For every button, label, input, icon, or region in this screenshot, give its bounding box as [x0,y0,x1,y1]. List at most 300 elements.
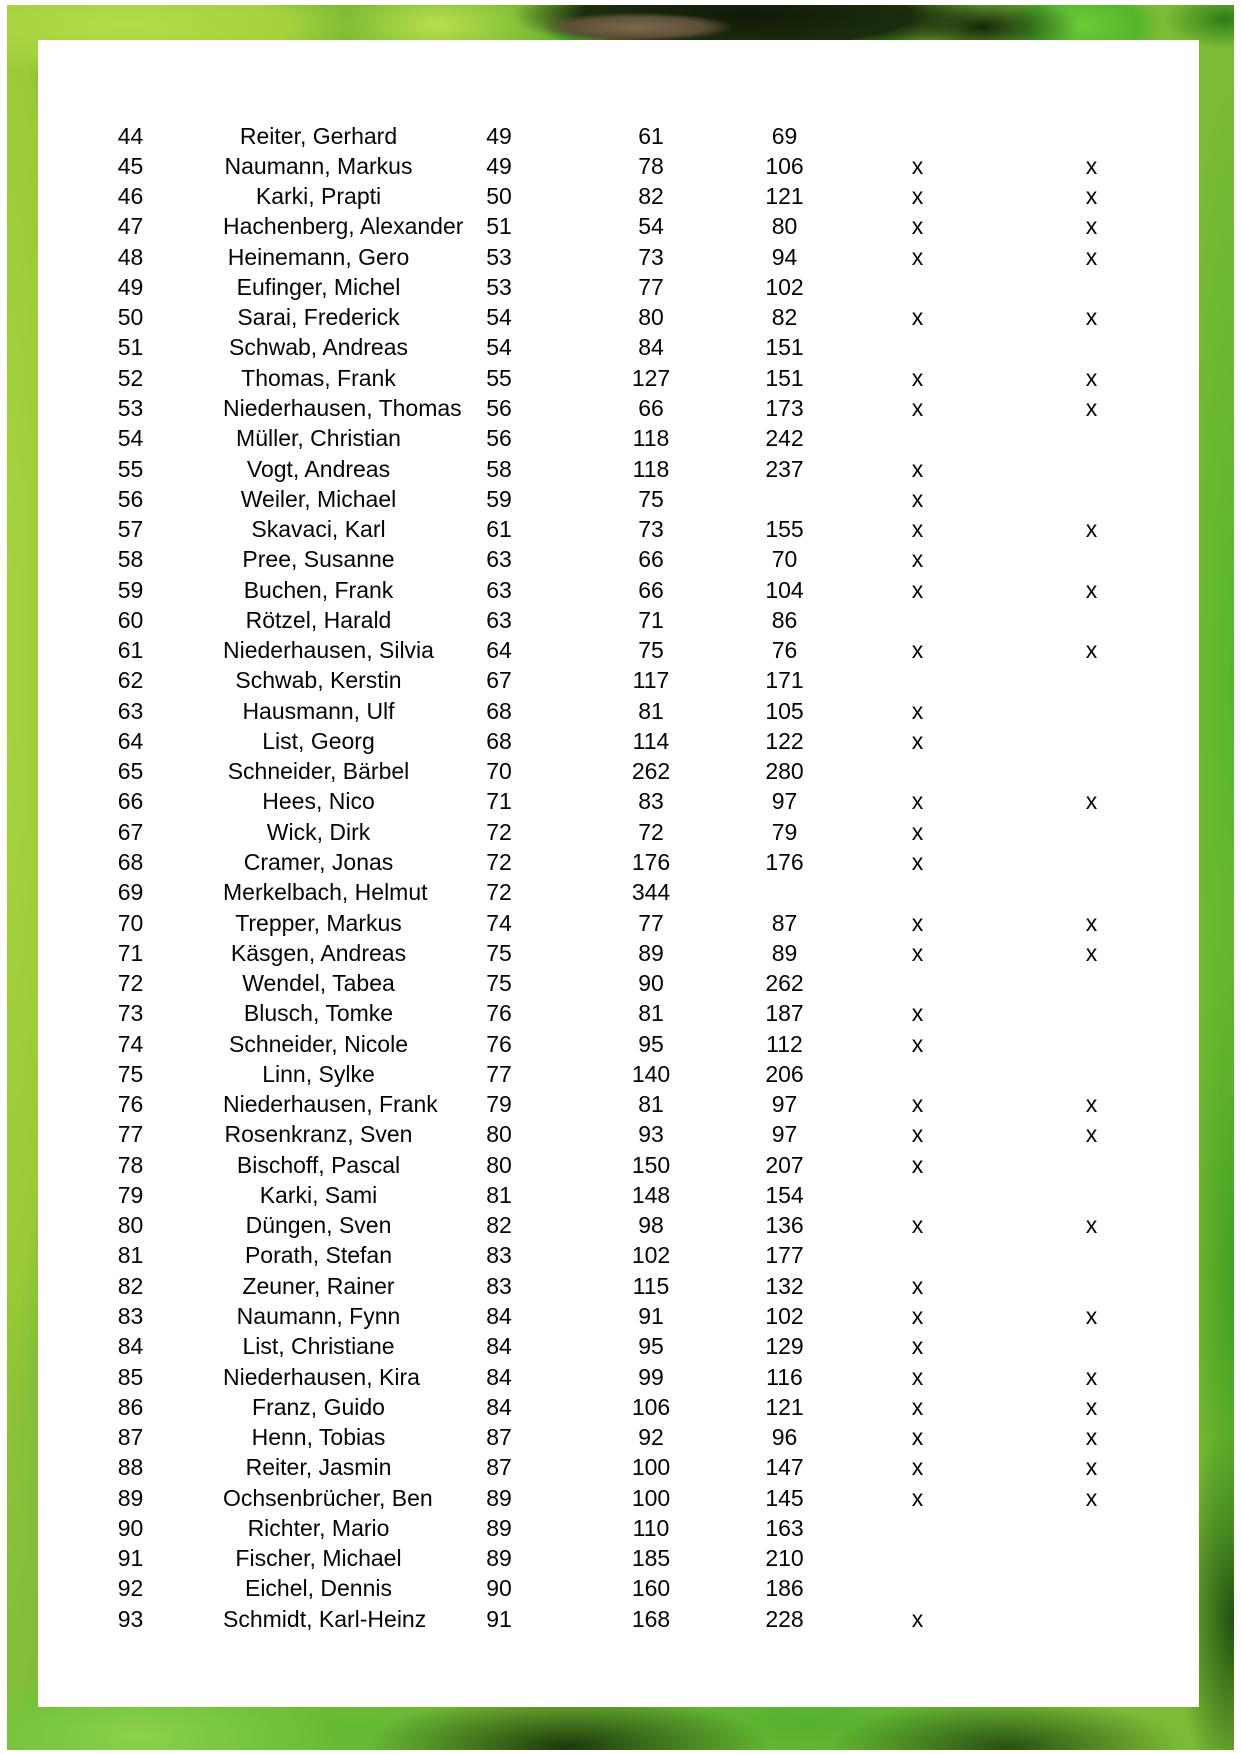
cell-mark-1: x [911,485,924,512]
table-row [38,1120,1199,1150]
table-row [38,363,1199,393]
cell-name: Käsgen, Andreas [230,939,407,966]
cell-rank: 52 [117,364,144,391]
cell-mark-2: x [1085,1454,1098,1481]
table-row [38,666,1199,696]
table-row [38,1271,1199,1301]
cell-value-1: 51 [486,213,512,240]
cell-mark-1: x [911,455,924,482]
cell-name: Weiler, Michael [240,485,397,512]
cell-mark-1: x [911,1363,924,1390]
cell-value-2: 90 [638,970,664,997]
cell-value-1: 63 [486,606,512,633]
table-row [38,1150,1199,1180]
cell-value-3: 97 [771,1121,798,1148]
table-row [38,817,1199,847]
document-page [38,40,1199,1707]
cell-rank: 50 [117,304,144,331]
cell-value-2: 100 [631,1484,671,1511]
cell-name: Karki, Sami [259,1181,378,1208]
cell-value-3: 186 [765,1575,804,1602]
cell-rank: 93 [117,1605,144,1632]
cell-value-2: 73 [638,243,664,270]
cell-value-1: 68 [486,727,512,754]
cell-mark-1: x [911,243,924,270]
cell-value-3: 228 [765,1605,804,1632]
cell-name: Reiter, Jasmin [245,1454,392,1481]
cell-mark-2: x [1085,1212,1098,1239]
cell-rank: 78 [117,1151,144,1178]
cell-name: List, Georg [262,727,375,754]
cell-value-1: 80 [486,1151,512,1178]
cell-value-1: 53 [486,273,512,300]
cell-value-2: 148 [631,1181,671,1208]
table-row [38,1543,1199,1573]
cell-value-3: 102 [765,1302,804,1329]
cell-name: Linn, Sylke [262,1060,375,1087]
cell-name: Richter, Mario [247,1514,390,1541]
cell-rank: 91 [117,1545,144,1572]
cell-value-1: 49 [486,152,512,179]
cell-value-2: 71 [638,606,664,633]
cell-value-3: 102 [765,273,804,300]
cell-value-2: 176 [631,849,671,875]
cell-value-3: 86 [771,606,798,633]
cell-name: Niederhausen, Thomas [223,395,462,422]
cell-value-1: 84 [486,1363,512,1390]
cell-value-2: 72 [638,818,664,845]
cell-value-2: 95 [638,1333,664,1360]
cell-value-3: 210 [765,1545,804,1572]
cell-rank: 69 [117,879,144,906]
cell-value-2: 140 [631,1060,671,1087]
table-row [38,242,1199,272]
cell-rank: 68 [117,849,144,875]
cell-value-1: 79 [486,1091,512,1118]
table-row [38,999,1199,1029]
cell-mark-1: x [911,788,924,815]
cell-rank: 46 [117,183,144,210]
cell-rank: 63 [117,697,144,724]
cell-mark-1: x [911,1454,924,1481]
cell-value-1: 90 [486,1575,512,1602]
cell-value-1: 54 [486,334,512,361]
cell-mark-1: x [911,576,924,603]
cell-value-1: 80 [486,1121,512,1148]
cell-value-3: 121 [765,1393,804,1420]
cell-mark-1: x [911,1212,924,1239]
cell-value-3: 242 [765,425,804,452]
cell-value-3: 96 [771,1424,798,1451]
cell-value-2: 118 [632,425,670,452]
cell-name: Franz, Guido [252,1393,385,1420]
cell-mark-1: x [911,152,924,179]
cell-rank: 66 [117,788,144,815]
cell-name: Müller, Christian [236,425,401,452]
cell-value-3: 171 [765,667,804,694]
cell-value-1: 71 [486,788,512,815]
cell-rank: 60 [117,606,144,633]
cell-name: Heinemann, Gero [227,243,410,270]
cell-value-3: 176 [765,849,804,875]
cell-mark-1: x [911,1121,924,1148]
cell-value-1: 87 [486,1424,512,1451]
cell-value-1: 81 [486,1181,512,1208]
cell-value-3: 105 [765,697,804,724]
cell-mark-2: x [1085,576,1098,603]
cell-mark-1: x [911,849,924,875]
cell-value-3: 154 [765,1181,804,1208]
table-row [38,847,1199,877]
cell-value-3: 97 [771,788,798,815]
table-row [38,393,1199,423]
cell-rank: 47 [117,213,144,240]
cell-value-2: 99 [638,1363,664,1390]
cell-mark-1: x [911,1000,924,1027]
cell-mark-2: x [1085,1484,1098,1511]
cell-mark-1: x [911,364,924,391]
cell-mark-1: x [911,909,924,936]
cell-value-2: 127 [631,364,671,391]
cell-name: Wendel, Tabea [242,970,395,997]
cell-value-1: 63 [486,576,512,603]
cell-value-3: 237 [765,455,804,482]
table-row [38,787,1199,817]
cell-name: Henn, Tobias [251,1424,386,1451]
cell-mark-2: x [1085,516,1098,543]
table-row [38,182,1199,212]
cell-name: Naumann, Fynn [236,1302,401,1329]
cell-mark-1: x [911,395,924,422]
cell-mark-2: x [1085,637,1098,664]
cell-value-2: 117 [632,667,670,694]
cell-rank: 45 [117,152,144,179]
cell-name: Zeuner, Rainer [242,1272,395,1299]
table-row [38,424,1199,454]
cell-mark-1: x [911,1030,924,1057]
cell-rank: 77 [117,1121,144,1148]
cell-value-2: 73 [638,516,664,543]
cell-value-2: 344 [631,879,671,906]
cell-value-1: 64 [486,637,512,664]
cell-value-1: 84 [486,1302,512,1329]
table-row [38,605,1199,635]
cell-value-3: 79 [771,818,798,845]
cell-value-3: 94 [771,243,798,270]
cell-value-2: 95 [638,1030,664,1057]
cell-mark-1: x [911,183,924,210]
cell-rank: 79 [117,1181,144,1208]
cell-value-2: 75 [638,637,664,664]
table-row [38,968,1199,998]
cell-rank: 51 [117,334,144,361]
cell-mark-2: x [1085,152,1098,179]
cell-name: Schmidt, Karl-Heinz [223,1605,427,1632]
cell-name: Blusch, Tomke [243,1000,394,1027]
table-row [38,1422,1199,1452]
cell-rank: 54 [117,425,144,452]
cell-mark-1: x [911,1302,924,1329]
cell-value-3: 112 [766,1030,803,1057]
cell-rank: 62 [117,667,144,694]
cell-value-1: 58 [486,455,512,482]
cell-value-1: 74 [486,909,512,936]
cell-rank: 58 [117,546,144,573]
cell-value-2: 54 [638,213,664,240]
cell-value-1: 89 [486,1514,512,1541]
cell-rank: 84 [117,1333,144,1360]
cell-mark-2: x [1085,1121,1098,1148]
cell-name: Niederhausen, Frank [223,1091,438,1118]
cell-value-2: 81 [638,1000,664,1027]
cell-rank: 44 [117,122,144,149]
cell-mark-1: x [911,818,924,845]
cell-value-2: 92 [638,1424,664,1451]
cell-rank: 80 [117,1212,144,1239]
cell-name: Merkelbach, Helmut [223,879,428,906]
table-row [38,908,1199,938]
cell-value-3: 207 [765,1151,804,1178]
table-row [38,333,1199,363]
cell-rank: 89 [117,1484,144,1511]
table-row [38,303,1199,333]
cell-rank: 81 [117,1242,144,1269]
cell-value-1: 72 [486,818,512,845]
cell-mark-1: x [911,213,924,240]
table-row [38,1029,1199,1059]
cell-name: List, Christiane [242,1333,395,1360]
cell-value-3: 155 [765,516,804,543]
cell-name: Naumann, Markus [224,152,413,179]
table-row [38,1574,1199,1604]
cell-value-2: 78 [638,152,664,179]
cell-value-3: 104 [765,576,804,603]
cell-mark-1: x [911,727,924,754]
cell-value-3: 151 [765,364,804,391]
table-row [38,757,1199,787]
cell-value-2: 81 [638,1091,664,1118]
cell-value-2: 168 [631,1605,671,1632]
cell-name: Düngen, Sven [245,1212,392,1239]
table-row [38,726,1199,756]
cell-value-1: 67 [486,667,512,694]
table-row [38,878,1199,908]
cell-name: Trepper, Markus [235,909,402,936]
cell-value-2: 83 [638,788,664,815]
cell-value-1: 76 [486,1030,512,1057]
cell-mark-2: x [1085,939,1098,966]
cell-value-3: 145 [765,1484,804,1511]
table-row [38,272,1199,302]
cell-value-2: 84 [638,334,664,361]
cell-value-1: 54 [486,304,512,331]
cell-mark-2: x [1085,243,1098,270]
cell-rank: 57 [117,516,144,543]
cell-value-2: 77 [638,909,664,936]
cell-value-1: 49 [486,122,512,149]
table-row [38,575,1199,605]
cell-value-2: 114 [632,727,670,754]
cell-value-1: 63 [486,546,512,573]
table-row [38,1483,1199,1513]
cell-mark-2: x [1085,1393,1098,1420]
cell-value-3: 280 [765,758,804,785]
cell-value-1: 50 [486,183,512,210]
cell-value-3: 187 [765,1000,804,1027]
cell-mark-1: x [911,697,924,724]
cell-mark-1: x [911,637,924,664]
cell-mark-1: x [911,939,924,966]
cell-rank: 67 [117,818,144,845]
cell-rank: 70 [117,909,144,936]
cell-value-3: 132 [765,1272,804,1299]
cell-rank: 53 [117,395,144,422]
cell-rank: 76 [117,1091,144,1118]
cell-value-1: 77 [486,1060,512,1087]
cell-value-3: 177 [765,1242,804,1269]
table-row [38,212,1199,242]
cell-value-3: 106 [765,152,804,179]
cell-name: Sarai, Frederick [237,304,400,331]
table-row [38,514,1199,544]
cell-value-2: 160 [631,1575,671,1602]
cell-value-1: 75 [486,939,512,966]
cell-rank: 86 [117,1393,144,1420]
cell-value-2: 80 [638,304,664,331]
cell-value-2: 110 [632,1514,670,1541]
table-row [38,1059,1199,1089]
cell-value-1: 72 [486,879,512,906]
cell-value-2: 98 [638,1212,664,1239]
cell-value-2: 91 [638,1302,664,1329]
cell-value-3: 70 [771,546,798,573]
cell-rank: 72 [117,970,144,997]
cell-value-1: 72 [486,849,512,875]
cell-mark-2: x [1085,1302,1098,1329]
table-row [38,1211,1199,1241]
cell-value-2: 185 [631,1545,671,1572]
cell-value-1: 70 [486,758,512,785]
cell-value-2: 118 [632,455,670,482]
cell-rank: 75 [117,1060,144,1087]
cell-mark-1: x [911,1424,924,1451]
cell-name: Pree, Susanne [242,546,395,573]
cell-value-1: 83 [486,1272,512,1299]
cell-value-1: 84 [486,1333,512,1360]
cell-value-1: 75 [486,970,512,997]
cell-name: Niederhausen, Silvia [223,637,434,664]
table-row [38,545,1199,575]
cell-name: Fischer, Michael [235,1545,402,1572]
cell-mark-2: x [1085,788,1098,815]
cell-value-1: 76 [486,1000,512,1027]
table-row [38,1392,1199,1422]
cell-value-3: 173 [765,395,804,422]
cell-value-3: 82 [771,304,798,331]
cell-name: Karki, Prapti [255,183,382,210]
cell-rank: 61 [117,637,144,664]
cell-rank: 92 [117,1575,144,1602]
cell-value-1: 82 [486,1212,512,1239]
cell-value-2: 77 [638,273,664,300]
cell-value-3: 147 [765,1454,804,1481]
cell-mark-1: x [911,1333,924,1360]
cell-mark-1: x [911,1605,924,1632]
table-row [38,1241,1199,1271]
cell-name: Schwab, Kerstin [235,667,402,694]
cell-name: Hees, Nico [262,788,375,815]
cell-name: Ochsenbrücher, Ben [223,1484,433,1511]
table-row [38,1513,1199,1543]
cell-value-2: 262 [631,758,671,785]
cell-mark-1: x [911,1393,924,1420]
table-row [38,1180,1199,1210]
table-row [38,454,1199,484]
cell-value-3: 97 [771,1091,798,1118]
cell-value-3: 116 [766,1363,803,1390]
cell-value-1: 61 [486,516,512,543]
table-row [38,121,1199,151]
cell-rank: 83 [117,1302,144,1329]
cell-rank: 56 [117,485,144,512]
cell-mark-2: x [1085,364,1098,391]
cell-name: Buchen, Frank [243,576,394,603]
cell-value-3: 206 [765,1060,804,1087]
cell-rank: 48 [117,243,144,270]
cell-rank: 59 [117,576,144,603]
cell-value-2: 61 [638,122,664,149]
cell-mark-2: x [1085,395,1098,422]
cell-value-3: 69 [771,122,798,149]
cell-value-2: 66 [638,546,664,573]
cell-value-1: 84 [486,1393,512,1420]
cell-mark-2: x [1085,1424,1098,1451]
cell-name: Reiter, Gerhard [239,122,398,149]
cell-name: Thomas, Frank [241,364,396,391]
cell-mark-2: x [1085,909,1098,936]
cell-value-3: 121 [765,183,804,210]
cell-mark-1: x [911,1272,924,1299]
cell-value-1: 89 [486,1545,512,1572]
cell-mark-2: x [1085,183,1098,210]
cell-name: Skavaci, Karl [251,516,386,543]
cell-name: Niederhausen, Kira [223,1363,420,1390]
cell-value-2: 82 [638,183,664,210]
cell-value-3: 136 [765,1212,804,1239]
cell-value-3: 163 [765,1514,804,1541]
cell-rank: 87 [117,1424,144,1451]
cell-value-1: 87 [486,1454,512,1481]
cell-name: Schwab, Andreas [228,334,408,361]
cell-value-3: 87 [771,909,798,936]
table-row [38,484,1199,514]
table-row [38,1301,1199,1331]
cell-rank: 49 [117,273,144,300]
cell-value-2: 102 [631,1242,671,1269]
cell-value-1: 89 [486,1484,512,1511]
cell-rank: 71 [117,939,144,966]
cell-mark-1: x [911,1484,924,1511]
cell-name: Schneider, Bärbel [227,758,410,785]
cell-name: Hachenberg, Alexander [223,213,464,240]
cell-value-2: 89 [638,939,664,966]
cell-mark-1: x [911,1091,924,1118]
cell-rank: 55 [117,455,144,482]
cell-value-1: 53 [486,243,512,270]
cell-rank: 73 [117,1000,144,1027]
cell-name: Eichel, Dennis [244,1575,393,1602]
cell-value-3: 89 [771,939,798,966]
